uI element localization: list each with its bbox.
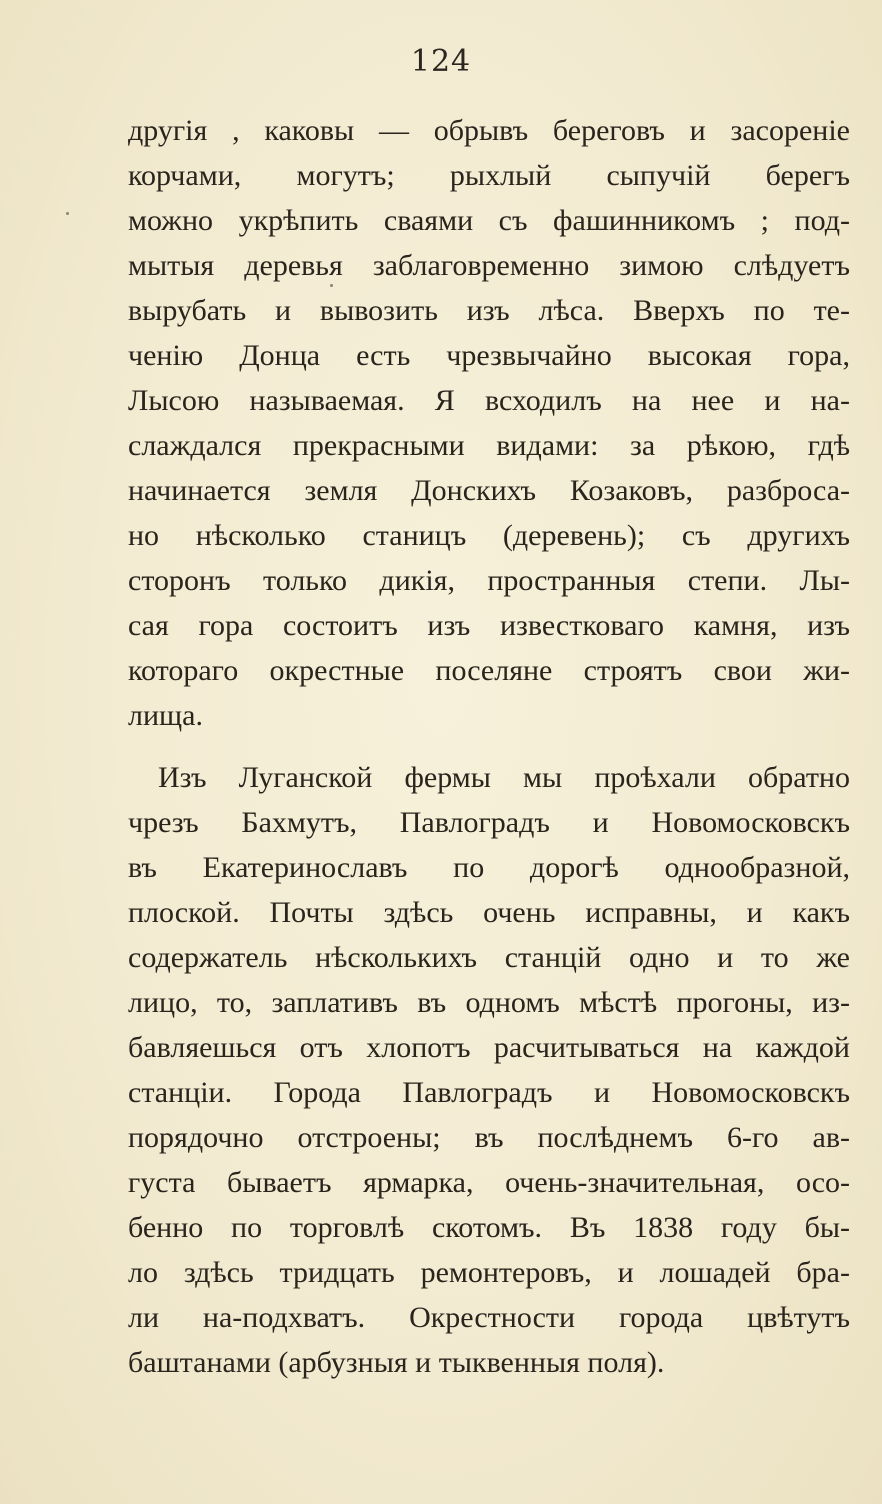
text-line: сторонъ только дикія, пространныя степи. Лы- — [128, 564, 850, 597]
text-line: корчами, могутъ; рыхлый сыпучій берегъ — [128, 159, 850, 192]
text-line: но нѣсколько станицъ (деревень); съ другихъ — [128, 519, 850, 552]
text-line: сая гора состоитъ изъ известковаго камня, изъ — [128, 609, 850, 642]
text-line: ченію Донца есть чрезвычайно высокая гора, — [128, 339, 850, 372]
page-number: 124 — [410, 44, 472, 79]
text-line: бенно по торговлѣ скотомъ. Въ 1838 году бы- — [128, 1211, 850, 1244]
text-line: ли на-подхватъ. Окрестности города цвѣтутъ — [128, 1301, 850, 1334]
text-line: мытыя деревья заблаговременно зимою слѣдуетъ — [128, 249, 850, 282]
text-line: Изъ Луганской фермы мы проѣхали обратно — [158, 761, 850, 794]
text-line: вырубать и вывозить изъ лѣса. Вверхъ по те- — [128, 294, 850, 327]
paragraph-1 — [128, 108, 850, 738]
text-line: начинается земля Донскихъ Козаковъ, разброса- — [128, 474, 850, 507]
ink-speck — [66, 212, 69, 215]
text-body — [128, 108, 850, 1385]
paragraph-2 — [128, 755, 850, 1385]
text-line: станціи. Города Павлоградъ и Новомосковскъ — [128, 1076, 850, 1109]
text-line: чрезъ Бахмутъ, Павлоградъ и Новомосковскъ — [128, 806, 850, 839]
text-line: Лысою называемая. Я всходилъ на нее и на- — [128, 384, 850, 417]
paragraph-spacer — [128, 738, 850, 755]
ink-speck — [330, 284, 333, 287]
text-line: въ Екатеринославъ по дорогѣ однообразной, — [128, 851, 850, 884]
text-line: лища. — [128, 699, 203, 732]
text-line: можно укрѣпить сваями съ фашинникомъ ; под- — [128, 204, 850, 237]
text-line: ло здѣсь тридцать ремонтеровъ, и лошадей бра- — [128, 1256, 850, 1289]
text-line: содержатель нѣсколькихъ станцій одно и то же — [128, 941, 850, 974]
text-line: слаждался прекрасными видами: за рѣкою, гдѣ — [128, 429, 850, 462]
text-line: другія , каковы — обрывъ береговъ и засореніе — [128, 114, 850, 147]
text-line: лицо, то, заплативъ въ одномъ мѣстѣ прогоны, из- — [128, 986, 850, 1019]
text-line: густа бываетъ ярмарка, очень-значительная, осо- — [128, 1166, 850, 1199]
text-line: баштанами (арбузныя и тыквенныя поля). — [128, 1346, 665, 1379]
text-line: бавляешься отъ хлопотъ расчитываться на каждой — [128, 1031, 850, 1064]
text-line: порядочно отстроены; въ послѣднемъ 6-го ав- — [128, 1121, 850, 1154]
text-line: котораго окрестные поселяне строятъ свои жи- — [128, 654, 850, 687]
text-line: плоской. Почты здѣсь очень исправны, и какъ — [128, 896, 850, 929]
